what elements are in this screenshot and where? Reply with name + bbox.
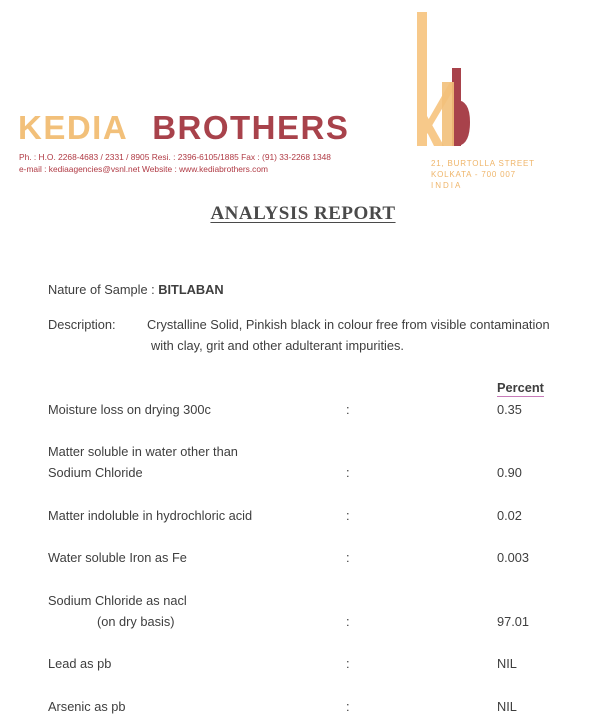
- contact-phone-line: Ph. : H.O. 2268-4683 / 2331 / 8905 Resi. : 2396-6105/1885 Fax : (91) 33-2268 1348: [19, 152, 331, 162]
- item-value: 97.01: [497, 614, 530, 629]
- item-label: Lead as pb: [48, 656, 112, 671]
- item-label: Matter soluble in water other than: [48, 444, 238, 459]
- item-label: Arsenic as pb: [48, 699, 126, 714]
- item-separator: :: [346, 508, 350, 523]
- report-title-text: ANALYSIS REPORT: [210, 203, 396, 224]
- percent-header: Percent: [497, 380, 544, 395]
- item-value: 0.90: [497, 465, 522, 480]
- item-value: 0.02: [497, 508, 522, 523]
- item-label: Moisture loss on drying 300c: [48, 402, 211, 417]
- sample-line: [48, 282, 224, 298]
- item-separator: :: [346, 402, 350, 417]
- description-line1: Crystalline Solid, Pinkish black in colour free from visible contamination: [147, 317, 550, 332]
- company-name-part1: KEDIA: [18, 109, 129, 146]
- address-country: INDIA: [431, 181, 463, 190]
- item-label-line2: (on dry basis): [97, 614, 175, 629]
- sample-label: Nature of Sample :: [48, 282, 159, 297]
- item-separator: :: [346, 550, 350, 565]
- address-street: 21, BURTOLLA STREET: [431, 159, 535, 168]
- item-label-line2: Sodium Chloride: [48, 465, 143, 480]
- item-separator: :: [346, 656, 350, 671]
- item-label: Water soluble Iron as Fe: [48, 550, 187, 565]
- description-label: Description:: [48, 317, 116, 332]
- report-title: [0, 203, 606, 225]
- description-line2: with clay, grit and other adulterant impurities.: [151, 338, 404, 353]
- kb-logo-icon: [412, 12, 472, 152]
- item-value: NIL: [497, 656, 517, 671]
- item-value: 0.003: [497, 550, 530, 565]
- item-separator: :: [346, 699, 350, 714]
- company-name: [18, 108, 349, 148]
- item-label: Sodium Chloride as nacl: [48, 593, 187, 608]
- item-value: 0.35: [497, 402, 522, 417]
- company-name-part2: BROTHERS: [152, 109, 350, 146]
- item-label: Matter indoluble in hydrochloric acid: [48, 508, 253, 523]
- address-city: KOLKATA - 700 007: [431, 170, 516, 179]
- contact-email-line: e-mail : kediaagencies@vsnl.net Website : www.kediabrothers.com: [19, 164, 269, 174]
- item-separator: :: [346, 614, 350, 629]
- item-separator: :: [346, 465, 350, 480]
- sample-value: BITLABAN: [158, 282, 224, 297]
- item-value: NIL: [497, 699, 517, 714]
